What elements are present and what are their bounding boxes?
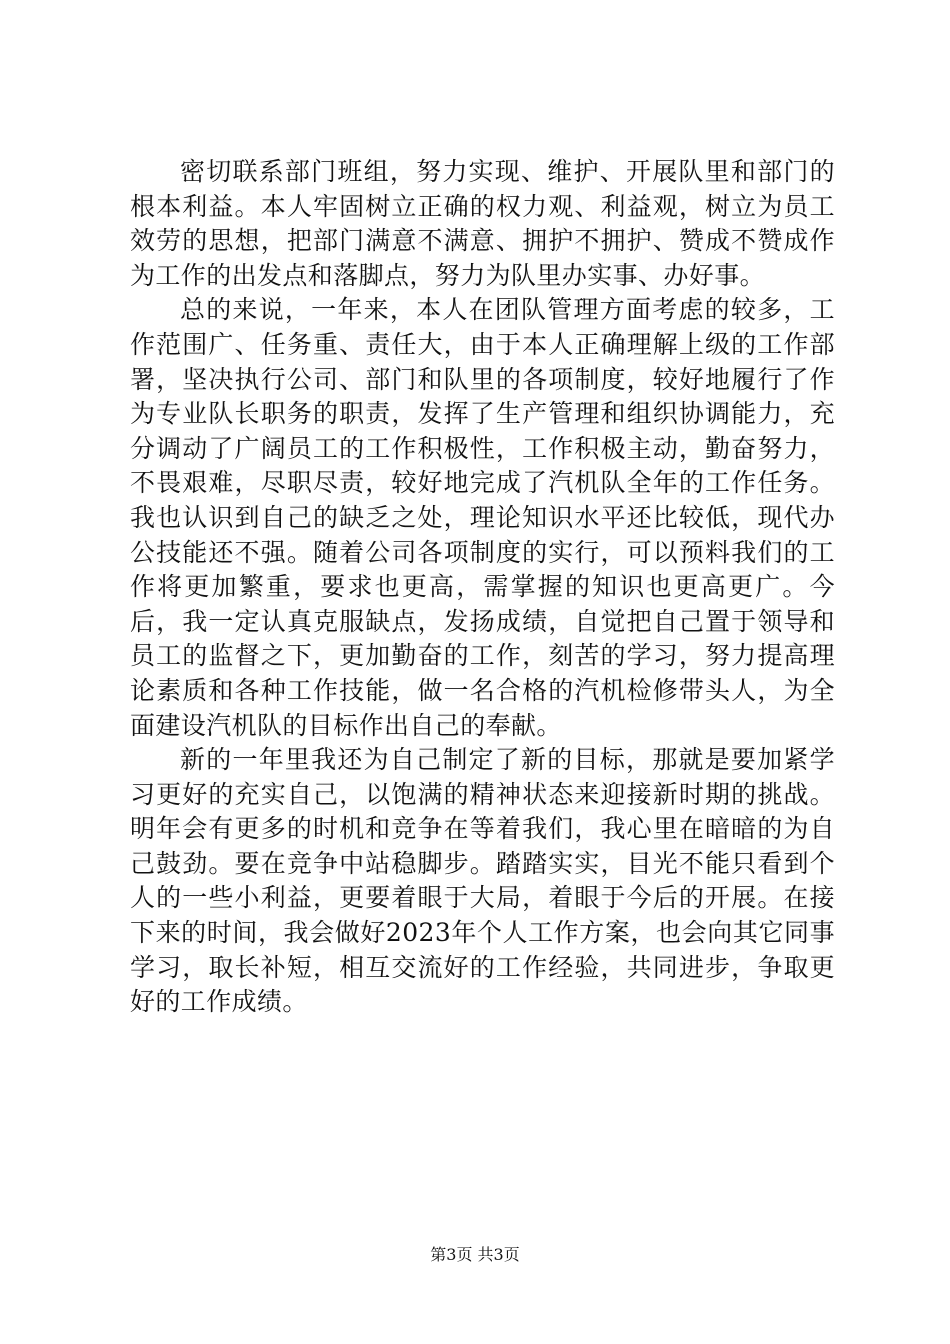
paragraph-3: 新的一年里我还为自己制定了新的目标，那就是要加紧学习更好的充实自己，以饱满的精神状态来迎接新时期的挑战。明年会有更多的时机和竞争在等着我们，我心里在暗暗的为自己鼓劲。要在竞争中站稳脚步。踏踏实实，目光不能只看到个人的一些小利益，更要着眼于大局，着眼于今后的开展。在接下来的时间，我会做好2023年个人工作方案，也会向其它同事学习，取长补短，相互交流好的工作经验，共同进步，争取更好的工作成绩。 [130, 745, 835, 1017]
document-body [130, 155, 835, 1020]
paragraph-2: 总的来说，一年来，本人在团队管理方面考虑的较多，工作范围广、任务重、责任大，由于本人正确理解上级的工作部署，坚决执行公司、部门和队里的各项制度，较好地履行了作为专业队长职务的职责，发挥了生产管理和组织协调能力，充分调动了广阔员工的工作积极性，工作积极主动，勤奋努力，不畏艰难，尽职尽责，较好地完成了汽机队全年的工作任务。我也认识到自己的缺乏之处，理论知识水平还比较低，现代办公技能还不强。随着公司各项制度的实行，可以预料我们的工作将更加繁重，要求也更高，需掌握的知识也更高更广。今后，我一定认真克服缺点，发扬成绩，自觉把自己置于领导和员工的监督之下，更加勤奋的工作，刻苦的学习，努力提高理论素质和各种工作技能，做一名合格的汽机检修带头人，为全面建设汽机队的目标作出自己的奉献。 [130, 295, 835, 740]
paragraph-1: 密切联系部门班组，努力实现、维护、开展队里和部门的根本利益。本人牢固树立正确的权力观、利益观，树立为员工效劳的思想，把部门满意不满意、拥护不拥护、赞成不赞成作为工作的出发点和落脚点，努力为队里办实事、办好事。 [130, 157, 835, 290]
page-footer: 第3页 共3页 [430, 1245, 520, 1264]
